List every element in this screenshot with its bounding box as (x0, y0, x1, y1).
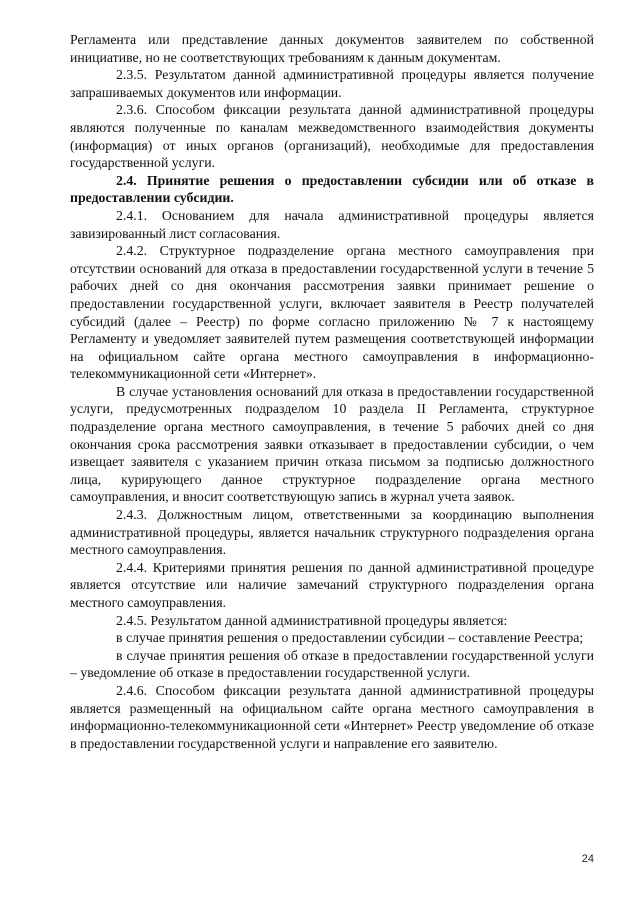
paragraph-2-4-1: 2.4.1. Основанием для начала административной процедуры является завизированный лист согласования. (70, 207, 594, 241)
section-heading-2-4: 2.4. Принятие решения о предоставлении субсидии или об отказе в предоставлении субсидии. (70, 172, 594, 206)
paragraph-2-4-6: 2.4.6. Способом фиксации результата данной административной процедуры является размещенный на официальном сайте органа местного самоуправления в информационно-телекоммуникационной сети «Интернет» Реестр уведомление об отказе в предоставлении государственной услуги и направление его заявителю. (70, 682, 594, 751)
paragraph-continuation: Регламента или представление данных документов заявителем по собственной инициативе, но не соответствующих требованиям к данным документам. (70, 32, 594, 65)
paragraph-result-refusal: в случае принятия решения об отказе в предоставлении государственной услуги – уведомление об отказе в предоставлении государственной услуги. (70, 647, 594, 681)
paragraph-2-4-2: 2.4.2. Структурное подразделение органа местного самоуправления при отсутствии оснований для отказа в предоставлении государственной услуги в течение 5 рабочих дней со дня окончания рассмотрения заявки принимает решение о предоставлении государственной услуги, включает заявителя в Реестр получателей субсидий (далее – Реестр) по форме согласно приложению № 7 к настоящему Регламенту и уведомляет заявителей путем размещения соответствующей информации на официальном сайте органа местного самоуправления в информационно-телекоммуникационной сети «Интернет». (70, 243, 594, 382)
paragraph-2-3-5: 2.3.5. Результатом данной административной процедуры является получение запрашиваемых документов или информации. (70, 67, 594, 100)
paragraph-result-subsidy: в случае принятия решения о предоставлении субсидии – составление Реестра; (116, 630, 584, 646)
page-number: 24 (581, 853, 594, 865)
paragraph-2-4-4: 2.4.4. Критериями принятия решения по данной административной процедуре является отсутствие или наличие замечаний структурного подразделения органа местного самоуправления. (70, 559, 594, 610)
document-body (70, 31, 594, 752)
paragraph-2-4-5: 2.4.5. Результатом данной административной процедуры является: (116, 612, 508, 628)
paragraph-refusal-case: В случае установления оснований для отказа в предоставлении государственной услуги, предусмотренных подразделом 10 раздела II Регламента, структурное подразделение органа местного самоуправления, в течение 5 рабочих дней со дня окончания срока рассмотрения заявки отказывает в предоставлении субсидии, о чем извещает заявителя с указанием причин отказа письмом за подписью должностного лица, курирующего данное структурное подразделение органа местного самоуправления, и вносит соответствующую запись в журнал учета заявок. (70, 383, 594, 505)
paragraph-2-4-3: 2.4.3. Должностным лицом, ответственными за координацию выполнения административной процедуры, является начальник структурного подразделения органа местного самоуправления. (70, 507, 594, 558)
paragraph-2-3-6: 2.3.6. Способом фиксации результата данной административной процедуры являются полученные по каналам межведомственного взаимодействия документы (информация) от иных органов (организаций), необходимые для предоставления государственной услуги. (70, 102, 594, 171)
